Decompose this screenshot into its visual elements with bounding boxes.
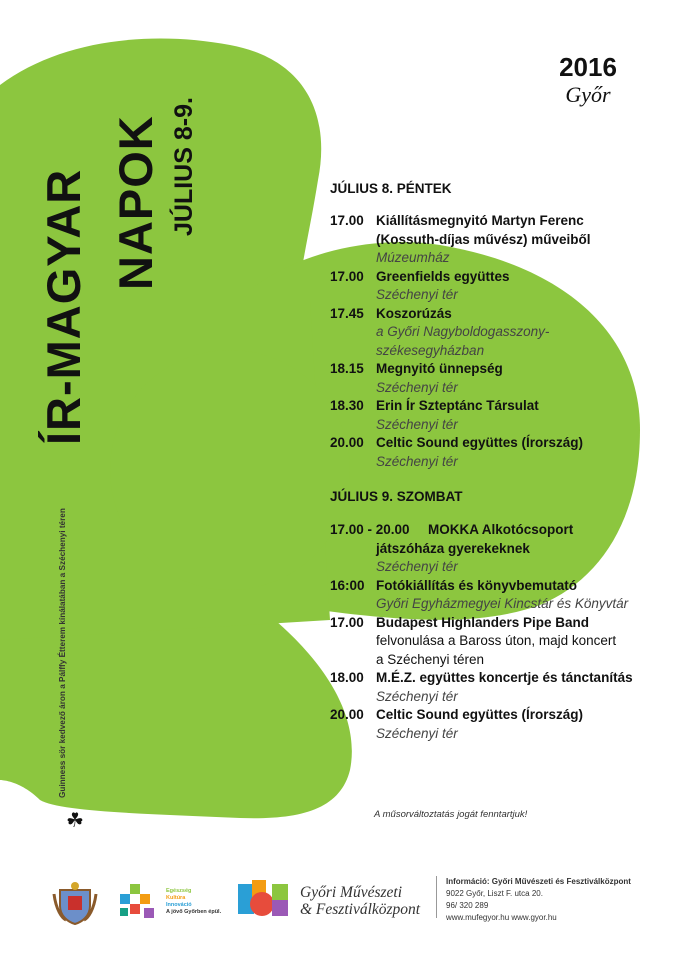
event-location: Múzeumház bbox=[376, 250, 450, 265]
event-title: Koszorúzás bbox=[376, 305, 452, 321]
title-line-2: NAPOK bbox=[109, 115, 162, 290]
event-title: Fotókiállítás és könyvbemutató bbox=[376, 577, 578, 593]
tagline-line: Kultúra bbox=[166, 895, 186, 901]
event-title: játszóháza gyerekeknek bbox=[376, 540, 530, 556]
event-location: Széchenyi tér bbox=[376, 688, 458, 704]
side-note: Guinness sör kedvező áron a Pálffy Étterem kínálatában a Széchenyi téren bbox=[58, 508, 67, 798]
org-name-line: & Fesztiválközpont bbox=[300, 901, 421, 918]
event-time: 18.15 bbox=[330, 361, 364, 376]
event-title: Greenfields együttes bbox=[376, 268, 510, 284]
event-title: (Kossuth-díjas művész) műveiből bbox=[376, 231, 591, 247]
disclaimer: A műsorváltoztatás jogát fenntartjuk! bbox=[374, 809, 528, 820]
websites[interactable]: www.mufegyor.hu www.gyor.hu bbox=[446, 913, 557, 922]
org-name-line: Győri Művészeti bbox=[300, 884, 403, 901]
city: Győr bbox=[565, 82, 611, 107]
event-title: Budapest Highlanders Pipe Band bbox=[376, 614, 590, 630]
footer-divider bbox=[436, 876, 437, 918]
shamrock-icon: ☘ bbox=[66, 810, 84, 832]
event-time: 17.00 - 20.00 bbox=[330, 522, 410, 537]
program-day-2 bbox=[330, 521, 650, 743]
event-location: székesegyházban bbox=[376, 342, 485, 358]
event-location: Széchenyi tér bbox=[376, 379, 458, 395]
event-time: 20.00 bbox=[330, 707, 364, 722]
event-time: 17.00 bbox=[330, 268, 364, 284]
event-description: a Széchenyi téren bbox=[376, 651, 485, 667]
phone: 96/ 320 289 bbox=[446, 901, 489, 910]
event-location: a Győri Nagyboldogasszony- bbox=[376, 324, 550, 339]
event-time: 16:00 bbox=[330, 577, 365, 593]
event-location: Győri Egyházmegyei Kincstár és Könyvtár bbox=[376, 596, 629, 611]
title-dates: JÚLIUS 8-9. bbox=[170, 97, 198, 236]
tagline-line: A jövő Győrben épül. bbox=[166, 909, 222, 915]
event-title: Erin Ír Szteptánc Társulat bbox=[376, 398, 539, 413]
event-location: Széchenyi tér bbox=[376, 416, 458, 432]
event-time: 20.00 bbox=[330, 435, 364, 450]
year: 2016 bbox=[559, 52, 617, 82]
event-time: 17.45 bbox=[330, 305, 364, 321]
event-title: M.É.Z. együttes koncertje és tánctanítás bbox=[376, 670, 633, 685]
event-title: Celtic Sound együttes (Írország) bbox=[376, 707, 584, 722]
city-program-tagline bbox=[166, 888, 221, 916]
address: 9022 Győr, Liszt F. utca 20. bbox=[446, 889, 543, 898]
event-title: Megnyitó ünnepség bbox=[376, 361, 503, 376]
city-coat-of-arms-icon bbox=[52, 880, 98, 926]
info-title: Információ: Győri Művészeti és Fesztiválközpont bbox=[446, 877, 631, 886]
event-time: 18.30 bbox=[330, 398, 364, 413]
event-location: Széchenyi tér bbox=[376, 559, 458, 574]
event-time: 17.00 bbox=[330, 614, 364, 630]
tagline-line: Egészség bbox=[166, 888, 192, 894]
event-location: Széchenyi tér bbox=[376, 725, 458, 741]
event-title: Celtic Sound együttes (Írország) bbox=[376, 435, 584, 450]
event-title: Kiállításmegnyitó Martyn Ferenc bbox=[376, 213, 584, 228]
event-time: 18.00 bbox=[330, 670, 364, 685]
event-location: Széchenyi tér bbox=[376, 453, 458, 469]
event-location: Széchenyi tér bbox=[376, 287, 458, 302]
event-title: MOKKA Alkotócsoport bbox=[428, 522, 574, 537]
title-line-1: ÍR-MAGYAR bbox=[37, 168, 90, 445]
festival-center-logo-icon bbox=[238, 880, 294, 920]
festival-center-name bbox=[300, 884, 420, 918]
tagline-line: Innováció bbox=[166, 902, 192, 908]
contact-info bbox=[446, 876, 631, 924]
event-time: 17.00 bbox=[330, 213, 364, 228]
day-heading-2: JÚLIUS 9. SZOMBAT bbox=[330, 489, 463, 504]
day-heading-1: JÚLIUS 8. PÉNTEK bbox=[330, 181, 452, 196]
city-program-logo-icon bbox=[116, 880, 164, 924]
program-day-1 bbox=[330, 212, 650, 471]
event-description: felvonulása a Baross úton, majd koncert bbox=[376, 633, 617, 648]
